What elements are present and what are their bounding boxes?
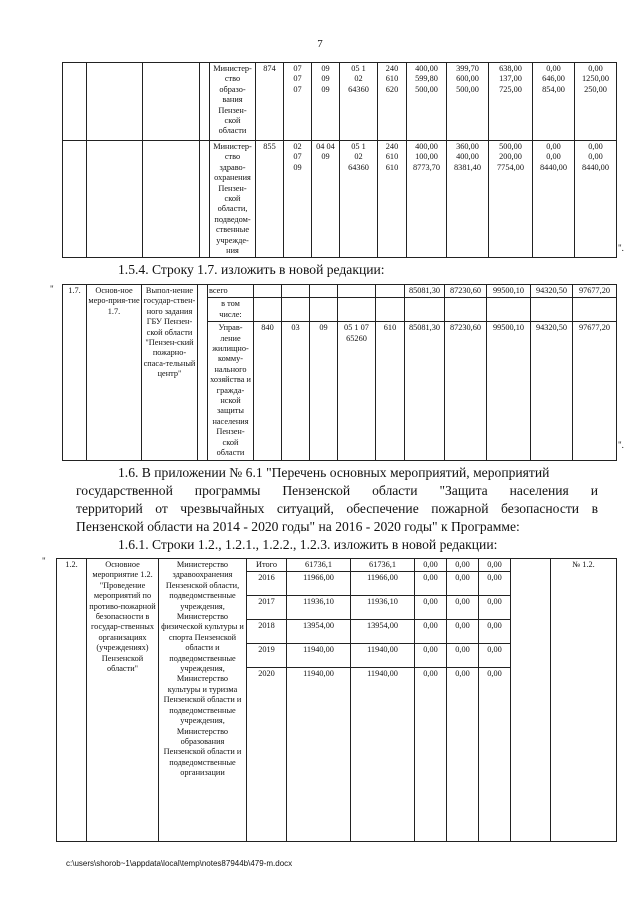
executors: Министерство здравоохранения Пензенской области, подведомственные учреждения, Министерство физической культуры и спорта Пензенской области и подведомственные учреждения, Министерство культуры и туризма Пензенской области и подведомственные учреждения, Министерство образования Пензенской области и подведомственные организации — [159, 559, 247, 842]
budget-amount: 13954,00 — [351, 620, 415, 644]
footer-file-path: c:\users\shorob~1\appdata\local\temp\notes87944b\479-m.docx — [66, 859, 293, 868]
amount: 8440,00 — [540, 162, 567, 172]
vr-value: 610 — [385, 74, 399, 84]
budget-amount: 11966,00 — [351, 572, 415, 596]
amount: 0,00 — [479, 620, 511, 644]
table-continuation — [62, 62, 617, 258]
rz-value: 07 — [293, 84, 302, 94]
pr-value: 04 04 — [316, 142, 335, 151]
pr-value: 09 — [321, 152, 330, 162]
amount: 0,00 — [447, 572, 479, 596]
amount: 0,00 — [546, 152, 561, 162]
year-label: 2016 — [247, 572, 287, 596]
amount: 0,00 — [447, 620, 479, 644]
csr-value: 05 1 07 65260 — [338, 322, 376, 460]
page-number: 7 — [317, 38, 323, 50]
table-row-1-7 — [62, 284, 617, 461]
amount: 250,00 — [584, 84, 607, 94]
heading-1-6-1: 1.6.1. Строки 1.2., 1.2.1., 1.2.2., 1.2.3. изложить в новой редакции: — [118, 537, 498, 552]
amount: 7754,00 — [497, 162, 524, 172]
total-amount: 11966,00 — [287, 572, 351, 596]
year-label: Итого — [247, 559, 287, 572]
code-cell: 840 — [254, 322, 282, 460]
pr-value: 09 — [321, 64, 330, 73]
year-label: 2018 — [247, 620, 287, 644]
amount: 0,00 — [479, 596, 511, 620]
total-amount: 13954,00 — [287, 620, 351, 644]
rz-value: 07 — [293, 64, 302, 73]
row-number: 1.7. — [63, 285, 87, 461]
amount: 8381,40 — [454, 162, 481, 172]
amount: 137,00 — [499, 74, 522, 84]
csr-value: 05 1 — [351, 142, 366, 151]
amount: 1250,00 — [582, 74, 609, 84]
vr-value: 610 — [376, 322, 405, 460]
amount: 399,70 — [456, 64, 479, 73]
total-amount: 61736,1 — [287, 559, 351, 572]
para-1-6-line: 1.6. В приложении № 6.1 "Перечень основных мероприятий, мероприятий — [118, 465, 550, 480]
code-cell: 855 — [256, 141, 284, 258]
amount: 400,00 — [415, 142, 438, 151]
amount: 8773,70 — [413, 162, 440, 172]
vr-value: 240 — [385, 142, 399, 151]
amount: 400,00 — [456, 152, 479, 162]
year-label: 2019 — [247, 644, 287, 668]
pr-value: 09 — [321, 74, 330, 84]
amount: 0,00 — [415, 644, 447, 668]
pr-value: 09 — [310, 322, 338, 460]
activity-description: Выпол-нение государ-ствен-ного задания ГБУ Пензен-ской области "Пензен-ский пожарно-спаса-тельный центр" — [142, 285, 198, 461]
csr-value: 64360 — [348, 162, 369, 172]
amount: 97677,20 — [573, 322, 617, 460]
para-1-6-line: государственной программы Пензенской области "Защита населения и — [76, 483, 598, 498]
rz-value: 03 — [282, 322, 310, 460]
rz-value: 02 — [293, 142, 302, 151]
pr-value: 09 — [321, 84, 330, 94]
total-amount: 11940,00 — [287, 668, 351, 842]
amount: 200,00 — [499, 152, 522, 162]
vr-value: 610 — [385, 162, 399, 172]
incl-label: в том числе: — [208, 298, 254, 322]
agency-cell: Министер-ство здраво-охранения Пензен-ской области, подведом-ственные учрежде-ния — [210, 141, 256, 258]
activity-name: Основ-ное меро-прия-тие 1.7. — [87, 285, 142, 461]
agency-cell: Управ-ление жилищно-комму-нального хозяйства и гражда-нской защиты населения Пензен-ской области — [208, 322, 254, 460]
open-quote: " — [50, 284, 54, 294]
amount: 0,00 — [447, 668, 479, 842]
amount: 8440,00 — [582, 162, 609, 172]
amount: 0,00 — [588, 152, 603, 162]
activity-name: Основное мероприятие 1.2. "Проведение мероприятий по противо-пожарной безопасности в государ-ственных организациях (учреждениях) Пензенской области" — [87, 559, 159, 842]
amount: 360,00 — [456, 142, 479, 151]
code-cell: 874 — [256, 63, 284, 141]
amount: 0,00 — [588, 64, 603, 73]
total-amount: 87230,60 — [445, 285, 487, 298]
para-1-6-line: территорий от чрезвычайных ситуаций, обеспечение пожарной безопасности в — [76, 501, 598, 516]
budget-amount: 11940,00 — [351, 644, 415, 668]
rz-value: 07 — [293, 152, 302, 162]
total-amount: 99500,10 — [487, 285, 531, 298]
agency-cell: Министер-ство образо-вания Пензен-ской области — [210, 63, 256, 141]
amount: 0,00 — [588, 142, 603, 151]
para-1-6-line: Пензенской области на 2014 - 2020 годы" на 2016 - 2020 годы" к Программе: — [76, 519, 520, 534]
amount: 500,00 — [456, 84, 479, 94]
total-amount: 94320,50 — [531, 285, 573, 298]
amount: 0,00 — [447, 596, 479, 620]
amount: 500,00 — [499, 142, 522, 151]
rz-value: 09 — [293, 162, 302, 172]
amount: 500,00 — [415, 84, 438, 94]
amount: 0,00 — [479, 668, 511, 842]
amount: 600,00 — [456, 74, 479, 84]
total-amount: 97677,20 — [573, 285, 617, 298]
amount: 99500,10 — [487, 322, 531, 460]
amount: 0,00 — [415, 559, 447, 572]
budget-amount: 11936,10 — [351, 596, 415, 620]
csr-value: 02 — [354, 152, 363, 162]
end-quote: ". — [618, 243, 624, 253]
vr-value: 620 — [385, 84, 399, 94]
budget-amount: 61736,1 — [351, 559, 415, 572]
reference: № 1.2. — [551, 559, 617, 842]
year-label: 2020 — [247, 668, 287, 842]
amount: 854,00 — [542, 84, 565, 94]
amount: 0,00 — [479, 559, 511, 572]
table-row-1-2 — [56, 558, 617, 842]
amount: 0,00 — [546, 64, 561, 73]
total-amount: 11940,00 — [287, 644, 351, 668]
amount: 0,00 — [546, 142, 561, 151]
heading-1-5-4: 1.5.4. Строку 1.7. изложить в новой редакции: — [118, 262, 385, 277]
csr-value: 05 1 — [351, 64, 366, 73]
amount: 400,00 — [415, 64, 438, 73]
end-quote: ". — [618, 440, 624, 450]
amount: 0,00 — [479, 644, 511, 668]
amount: 94320,50 — [531, 322, 573, 460]
amount: 0,00 — [447, 644, 479, 668]
total-amount: 85081,30 — [405, 285, 445, 298]
amount: 87230,60 — [445, 322, 487, 460]
rz-value: 07 — [293, 74, 302, 84]
year-label: 2017 — [247, 596, 287, 620]
amount: 0,00 — [479, 572, 511, 596]
amount: 85081,30 — [405, 322, 445, 460]
vr-value: 610 — [385, 152, 399, 162]
total-amount: 11936,10 — [287, 596, 351, 620]
amount: 0,00 — [415, 572, 447, 596]
amount: 0,00 — [415, 620, 447, 644]
vr-value: 240 — [385, 64, 399, 73]
open-quote: " — [42, 556, 46, 566]
amount: 0,00 — [415, 668, 447, 842]
row-number: 1.2. — [57, 559, 87, 842]
amount: 0,00 — [447, 559, 479, 572]
amount: 725,00 — [499, 84, 522, 94]
amount: 599,80 — [415, 74, 438, 84]
budget-amount: 11940,00 — [351, 668, 415, 842]
csr-value: 02 — [354, 74, 363, 84]
amount: 0,00 — [415, 596, 447, 620]
amount: 646,00 — [542, 74, 565, 84]
total-label: всего — [208, 285, 254, 298]
csr-value: 64360 — [348, 84, 369, 94]
amount: 638,00 — [499, 64, 522, 73]
amount: 100,00 — [415, 152, 438, 162]
